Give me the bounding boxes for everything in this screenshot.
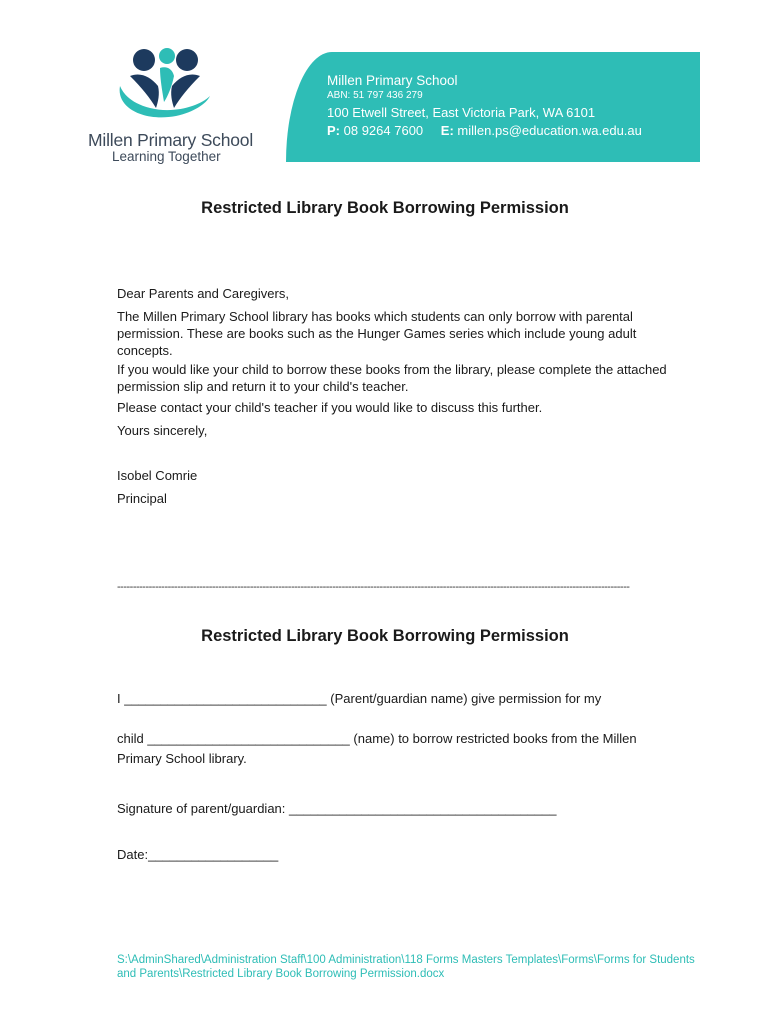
child-name-line: child ____________________________ (name) to borrow restricted books from the Millen [117, 731, 637, 746]
signature-line: Signature of parent/guardian: _____________________________________ [117, 801, 557, 816]
logo-school-name: Millen Primary School [88, 130, 254, 150]
signatory-title: Principal [117, 491, 167, 506]
paragraph-1: The Millen Primary School library has books which students can only borrow with parental permission. These are books such as the Hunger Games series which include young adult concepts. [117, 309, 637, 358]
band-abn: ABN: 51 797 436 279 [327, 90, 423, 101]
contact-band [286, 52, 700, 162]
closing: Yours sincerely, [117, 423, 208, 438]
slip-title: Restricted Library Book Borrowing Permission [201, 627, 569, 645]
logo-tagline: Learning Together [112, 149, 221, 164]
email-label: E: [440, 123, 454, 138]
cut-line-divider: ------------------------------------------------------------------------------------------------------------------------------------------------------------------ [117, 581, 630, 593]
band-contact [327, 123, 642, 138]
band-school-name: Millen Primary School [327, 73, 458, 88]
paragraph-3: Please contact your child's teacher if you would like to discuss this further. [117, 400, 543, 415]
parent-name-line: I ____________________________ (Parent/guardian name) give permission for my [117, 691, 602, 706]
signatory-name: Isobel Comrie [117, 468, 198, 483]
school-logo [86, 46, 266, 168]
date-line: Date:__________________ [117, 847, 279, 862]
greeting: Dear Parents and Caregivers, [117, 286, 289, 301]
email-address: millen.ps@education.wa.edu.au [457, 123, 642, 138]
band-address: 100 Etwell Street, East Victoria Park, WA 6101 [327, 105, 596, 120]
paragraph-2: If you would like your child to borrow these books from the library, please complete the attached permission slip and return it to your child's teacher. [117, 362, 667, 394]
phone-number: 08 9264 7600 [343, 123, 424, 138]
file-path-footer: S:\AdminShared\Administration Staff\100 Administration\118 Forms Masters Templates\Forms\Forms for Students and Parents\Restricted Library Book Borrowing Permission.docx [117, 954, 695, 980]
logo-figures-icon [114, 46, 214, 124]
child-name-line-continued: Primary School library. [117, 751, 247, 766]
phone-label: P: [327, 123, 340, 138]
letter-title: Restricted Library Book Borrowing Permission [201, 199, 569, 217]
